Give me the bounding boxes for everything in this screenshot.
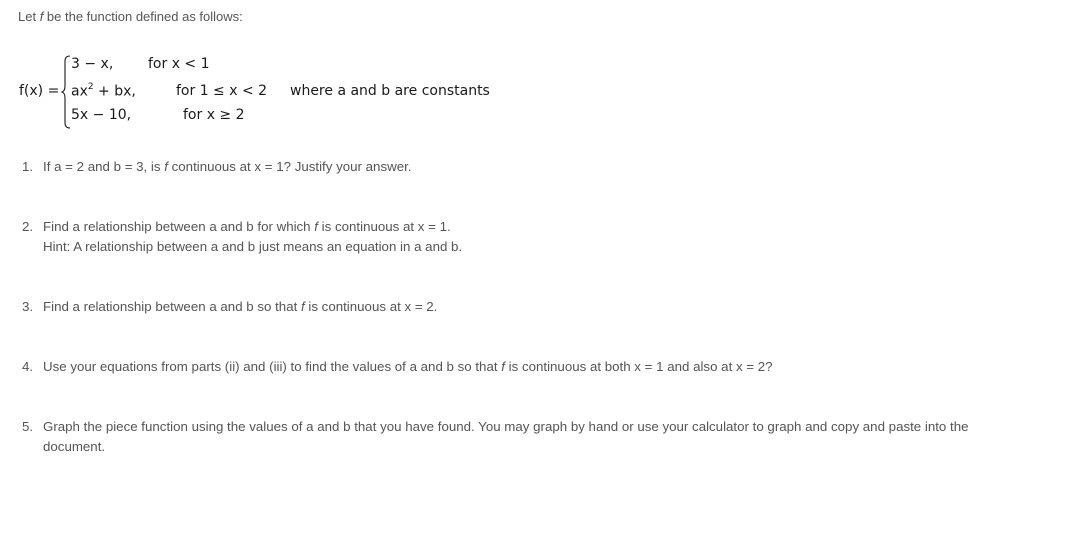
case-1-condition: for x < 1 [148,56,210,72]
question-number: 4. [22,359,34,374]
case-2-condition: for 1 ≤ x < 2 [176,83,268,99]
case-1-expression: 3 − x, [71,56,114,72]
question-number: 2. [22,219,34,234]
question-text-continued: document. [43,439,106,454]
question-hint: Hint: A relationship between a and b just means an equation in a and b. [43,239,463,254]
intro-prefix: Let [18,9,40,24]
intro-suffix: be the function defined as follows: [43,9,243,24]
question-text: Find a relationship between a and b for which f is continuous at x = 1. [43,219,451,234]
case-2-expression: $ax^2$ + bx, [71,82,136,100]
question-number: 5. [22,419,34,434]
question-number: 1. [22,159,34,174]
question-text: If a = 2 and b = 3, is f continuous at x = 1? Justify your answer. [43,159,412,174]
curly-brace-icon [61,55,71,129]
case-3-condition: for x ≥ 2 [183,107,245,123]
function-lhs: f(x) = [19,83,60,99]
question-text: Graph the piece function using the values of a and b that you have found. You may graph by hand or use your calculator to graph and copy and paste into the [43,419,969,434]
case-3-expression: 5x − 10, [71,107,132,123]
question-text: Find a relationship between a and b so that f is continuous at x = 2. [43,299,438,314]
question-text: Use your equations from parts (ii) and (iii) to find the values of a and b so that f is continuous at both x = 1 and also at x = 2? [43,359,773,374]
function-name: f [39,9,44,24]
question-number: 3. [22,299,34,314]
intro-text [18,9,243,25]
constants-note: where a and b are constants [290,83,490,99]
